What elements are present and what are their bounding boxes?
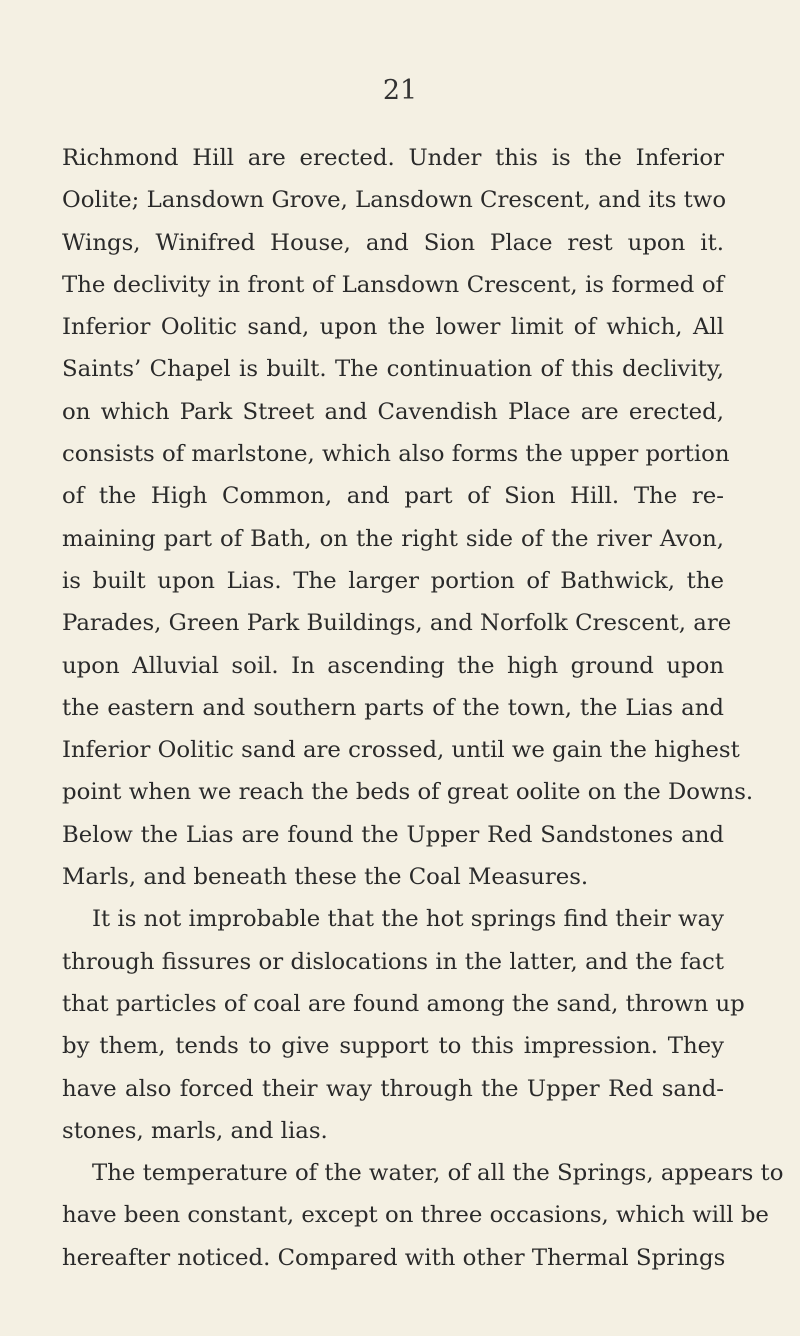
text-line: is built upon Lias. The larger portion of Bathwick, the [62,567,724,594]
paragraph-start-line: The temperature of the water, of all the Springs, appears to [92,1160,784,1187]
text-line: Wings, Winifred House, and Sion Place rest upon it. [62,229,724,256]
text-line: maining part of Bath, on the right side of the river Avon, [62,525,724,552]
text-line: Richmond Hill are erected. Under this is the Inferior [62,145,724,171]
body-text [62,137,784,1279]
text-line: Inferior Oolitic sand are crossed, until we gain the highest [62,737,740,764]
text-line: through fissures or dislocations in the latter, and the fact [62,948,724,975]
text-line: have been constant, except on three occasions, which will be [62,1202,769,1229]
text-line: upon Alluvial soil. In ascending the high ground upon [62,652,724,679]
paragraph-end-line: Marls, and beneath these the Coal Measures. [62,864,589,891]
text-line: by them, tends to give support to this impression. They [62,1033,724,1060]
text-line: hereafter noticed. Compared with other Thermal Springs [62,1244,726,1271]
text-line: consists of marlstone, which also forms the upper portion [62,441,730,468]
text-line: Saints’ Chapel is built. The continuation of this declivity, [62,356,724,383]
text-line: Inferior Oolitic sand, upon the lower limit of which, All [62,314,724,341]
text-line: have also forced their way through the Upper Red sand- [62,1075,724,1102]
text-line: Parades, Green Park Buildings, and Norfolk Crescent, are [62,610,732,637]
page-number: 21 [382,75,418,106]
text-line: on which Park Street and Cavendish Place are erected, [62,398,724,425]
paragraph-end-line: stones, marls, and lias. [62,1117,328,1144]
text-line: The declivity in front of Lansdown Crescent, is formed of [62,271,724,298]
text-line: Below the Lias are found the Upper Red Sandstones and [62,821,724,848]
paragraph-start-line: It is not improbable that the hot springs find their way [92,906,724,933]
text-line: point when we reach the beds of great oolite on the Downs. [62,779,754,806]
text-line: Oolite; Lansdown Grove, Lansdown Crescent, and its two [62,187,727,214]
text-line: of the High Common, and part of Sion Hill. The re- [62,483,724,510]
text-line: that particles of coal are found among the sand, thrown up [62,990,745,1017]
text-line: the eastern and southern parts of the town, the Lias and [62,694,724,721]
